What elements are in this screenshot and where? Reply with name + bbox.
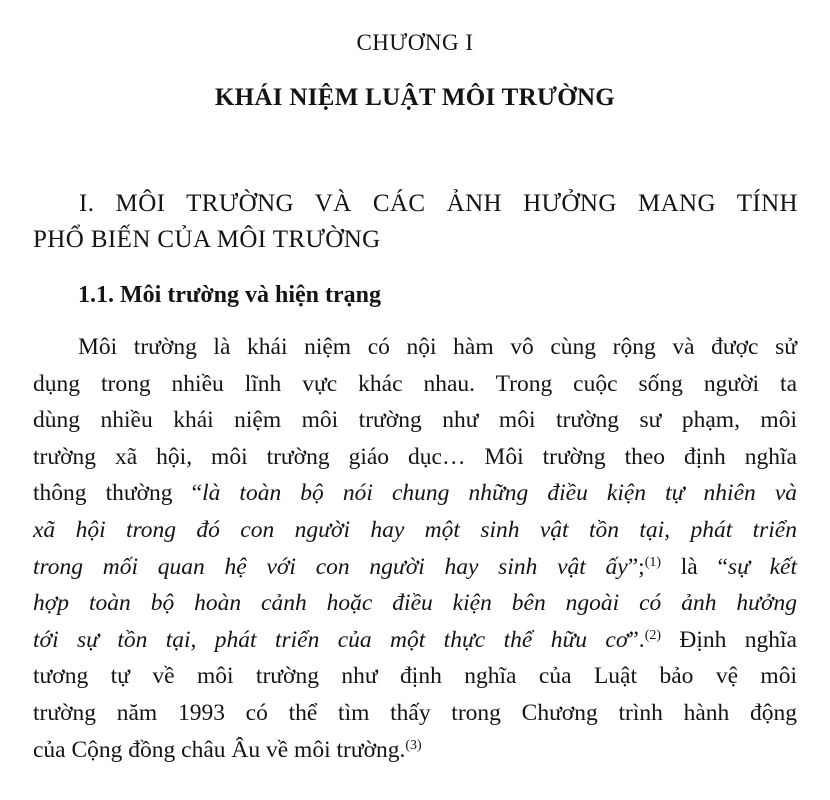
plain-text: của Cộng đồng châu Âu về môi trường.: [33, 736, 406, 763]
plain-text: là “: [661, 553, 728, 580]
quoted-definition: tới sự tồn tại, phát triển của một thực thể hữu cơ: [33, 626, 629, 653]
paragraph-line: dụng trong nhiều lĩnh vực khác nhau. Trong cuộc sống người ta: [33, 370, 797, 397]
footnote-marker-2: (2): [644, 627, 662, 643]
paragraph-line: [33, 732, 797, 769]
paragraph-line: [33, 622, 797, 659]
section-heading-line-1: I. MÔI TRƯỜNG VÀ CÁC ẢNH HƯỞNG MANG TÍNH: [79, 190, 798, 217]
paragraph-line: Môi trường là khái niệm có nội hàm vô cùng rộng và được sử: [78, 334, 797, 360]
plain-text: ”.: [628, 626, 645, 653]
section-heading-line-2: PHỔ BIẾN CỦA MÔI TRƯỜNG: [33, 226, 381, 253]
plain-text: thông thường “: [33, 480, 203, 507]
quoted-definition: là toàn bộ nói chung những điều kiện tự nhiên và: [202, 480, 798, 507]
body-paragraph: [33, 329, 797, 768]
paragraph-line: [33, 512, 797, 549]
paragraph-line: tương tự về môi trường như định nghĩa của Luật bảo vệ môi: [33, 663, 797, 690]
paragraph-line: [33, 585, 797, 622]
quoted-definition: hợp toàn bộ hoàn cảnh hoặc điều kiện bên ngoài có ảnh hưởng: [33, 590, 797, 617]
quoted-definition: xã hội trong đó con người hay một sinh vật tồn tại, phát triển: [33, 516, 797, 543]
quoted-definition: sự kết: [727, 553, 798, 580]
paragraph-line: trường năm 1993 có thể tìm thấy trong Chương trình hành động: [33, 699, 797, 726]
paragraph-line: trường xã hội, môi trường giáo dục… Môi trường theo định nghĩa: [33, 443, 797, 470]
plain-text: ”;: [627, 553, 645, 580]
paragraph-line: [33, 475, 797, 512]
paragraph-line: [33, 549, 797, 586]
footnote-marker-3: (3): [405, 737, 422, 753]
plain-text: Định nghĩa: [661, 626, 797, 653]
paragraph-line: dùng nhiều khái niệm môi trường như môi trường sư phạm, môi: [33, 407, 797, 434]
quoted-definition: trong mối quan hệ với con người hay sinh vật ấy: [33, 553, 628, 580]
chapter-title: KHÁI NIỆM LUẬT MÔI TRƯỜNG: [214, 84, 616, 111]
subsection-heading: 1.1. Môi trường và hiện trạng: [78, 282, 382, 308]
chapter-label: CHƯƠNG I: [356, 30, 474, 55]
footnote-marker-1: (1): [644, 554, 662, 570]
section-heading: [33, 186, 798, 258]
